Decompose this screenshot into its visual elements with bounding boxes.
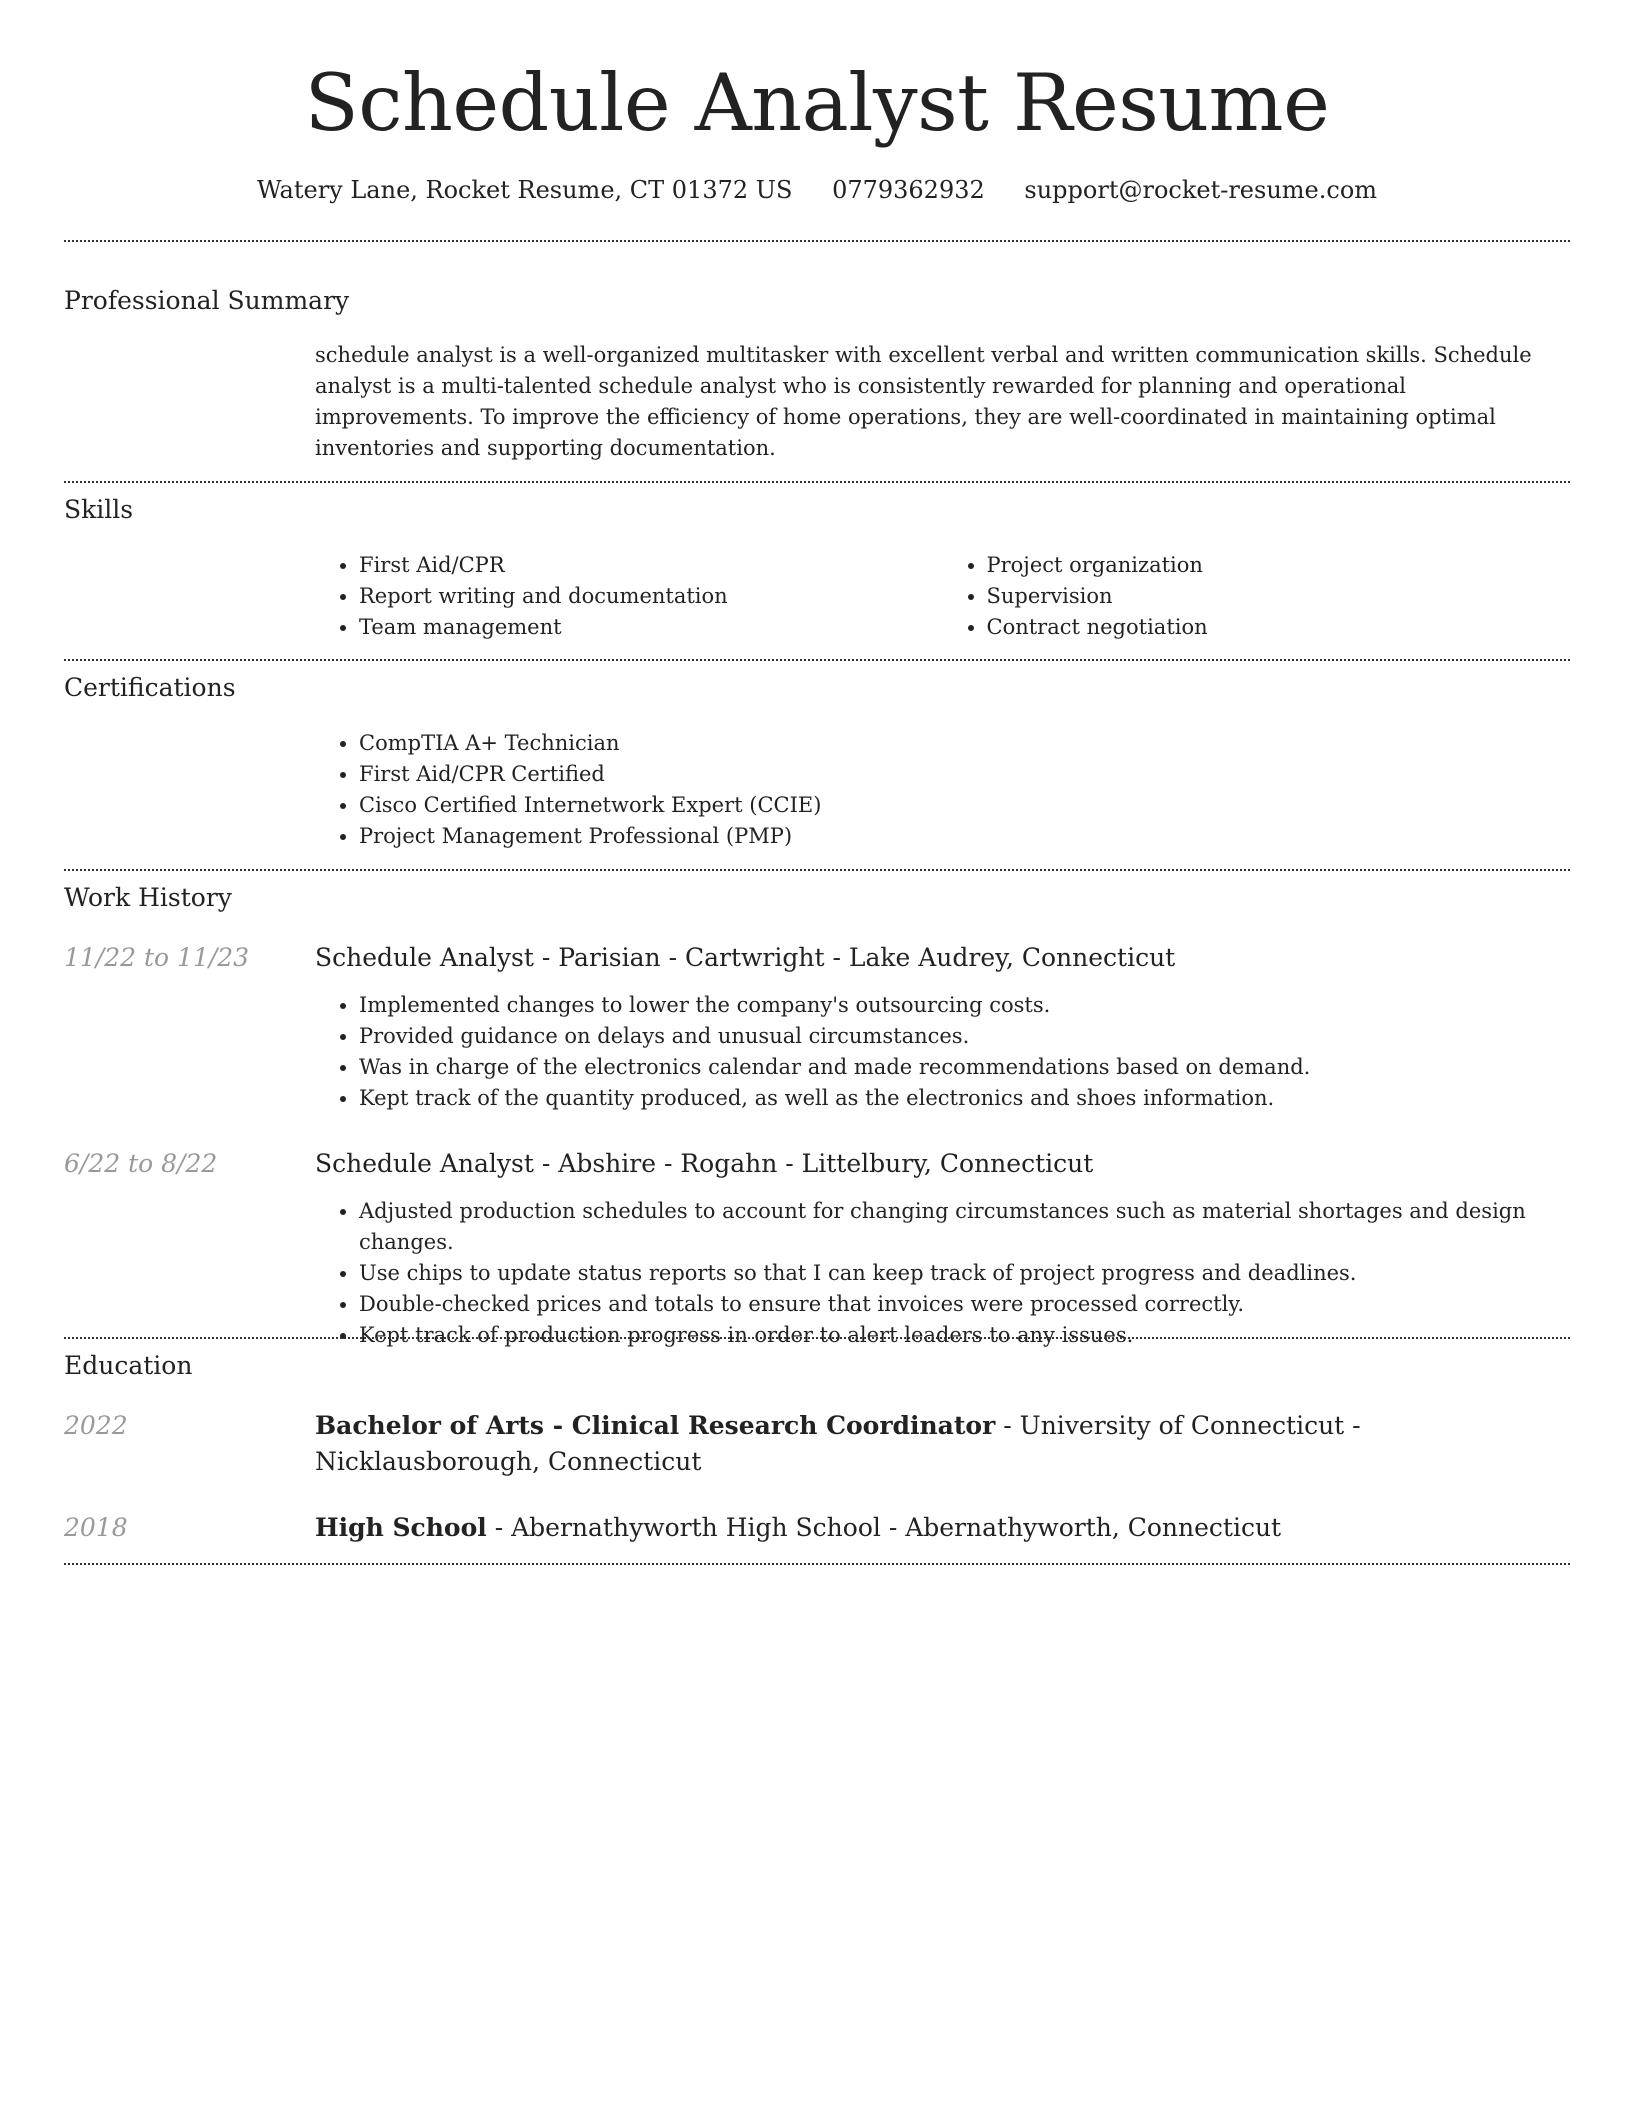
education-heading bbox=[315, 1408, 1570, 1480]
skills-list-right bbox=[943, 550, 1571, 643]
list-item: • Team management bbox=[359, 612, 943, 643]
education-degree: High School bbox=[315, 1513, 487, 1542]
list-item: • First Aid/CPR Certified bbox=[359, 759, 1570, 790]
contact-phone: 0779362932 bbox=[832, 176, 985, 204]
job-bullets bbox=[315, 1196, 1570, 1351]
education-year: 2022 bbox=[64, 1411, 128, 1440]
list-item: • Contract negotiation bbox=[987, 612, 1571, 643]
list-item: • Supervision bbox=[987, 581, 1571, 612]
divider bbox=[64, 1563, 1570, 1565]
divider bbox=[64, 1337, 1570, 1339]
education-year: 2018 bbox=[64, 1513, 128, 1542]
education-details: - Abernathyworth High School - Abernathyworth, Connecticut bbox=[486, 1513, 1282, 1542]
list-item: • Double-checked prices and totals to ensure that invoices were processed correctly. bbox=[359, 1289, 1570, 1320]
list-item: • Implemented changes to lower the company's outsourcing costs. bbox=[359, 990, 1570, 1021]
job-heading: Schedule Analyst - Parisian - Cartwright - Lake Audrey, Connecticut bbox=[315, 943, 1176, 972]
contact-address: Watery Lane, Rocket Resume, CT 01372 US bbox=[256, 176, 793, 204]
divider bbox=[64, 869, 1570, 871]
section-title-education: Education bbox=[64, 1351, 193, 1380]
list-item: • Provided guidance on delays and unusual circumstances. bbox=[359, 1021, 1570, 1052]
contact-email: support@rocket-resume.com bbox=[1024, 176, 1378, 204]
list-item: • Kept track of the quantity produced, as well as the electronics and shoes information. bbox=[359, 1083, 1570, 1114]
section-title-certifications: Certifications bbox=[64, 673, 236, 702]
job-dates: 11/22 to 11/23 bbox=[64, 943, 250, 972]
divider bbox=[64, 659, 1570, 661]
summary-text: schedule analyst is a well-organized multitasker with excellent verbal and written communication skills. Schedule analyst is a multi-talented schedule analyst who is consistently rewarded for planning and operational improvements. To improve the efficiency of home operations, they are well-coordinated in maintaining optimal inventories and supporting documentation. bbox=[315, 343, 1532, 460]
list-item: • Report writing and documentation bbox=[359, 581, 943, 612]
list-item: • Cisco Certified Internetwork Expert (CCIE) bbox=[359, 790, 1570, 821]
skills-list-left bbox=[315, 550, 943, 643]
section-title-summary: Professional Summary bbox=[64, 286, 350, 315]
contact-line bbox=[64, 170, 1570, 210]
list-item: • First Aid/CPR bbox=[359, 550, 943, 581]
section-title-work-history: Work History bbox=[64, 883, 232, 912]
education-heading bbox=[315, 1510, 1570, 1546]
certifications-list bbox=[315, 728, 1570, 852]
list-item: • Project Management Professional (PMP) bbox=[359, 821, 1570, 852]
education-details: - University of Connecticut - Nicklausborough, Connecticut bbox=[315, 1411, 1361, 1476]
skills-grid bbox=[315, 550, 1570, 643]
list-item: • Use chips to update status reports so that I can keep track of project progress and deadlines. bbox=[359, 1258, 1570, 1289]
job-bullets bbox=[315, 990, 1570, 1114]
job-dates: 6/22 to 8/22 bbox=[64, 1149, 218, 1178]
list-item: • Project organization bbox=[987, 550, 1571, 581]
list-item: • Was in charge of the electronics calendar and made recommendations based on demand. bbox=[359, 1052, 1570, 1083]
job-heading: Schedule Analyst - Abshire - Rogahn - Littelbury, Connecticut bbox=[315, 1149, 1094, 1178]
education-degree: Bachelor of Arts - Clinical Research Coordinator bbox=[315, 1411, 996, 1440]
list-item: • Adjusted production schedules to account for changing circumstances such as material shortages and design changes. bbox=[359, 1196, 1570, 1258]
list-item: • Kept track of production progress in order to alert leaders to any issues. bbox=[359, 1320, 1570, 1351]
list-item: • CompTIA A+ Technician bbox=[359, 728, 1570, 759]
section-title-skills: Skills bbox=[64, 495, 134, 524]
divider bbox=[64, 481, 1570, 483]
divider bbox=[64, 240, 1570, 242]
resume-title: Schedule Analyst Resume bbox=[304, 57, 1330, 149]
